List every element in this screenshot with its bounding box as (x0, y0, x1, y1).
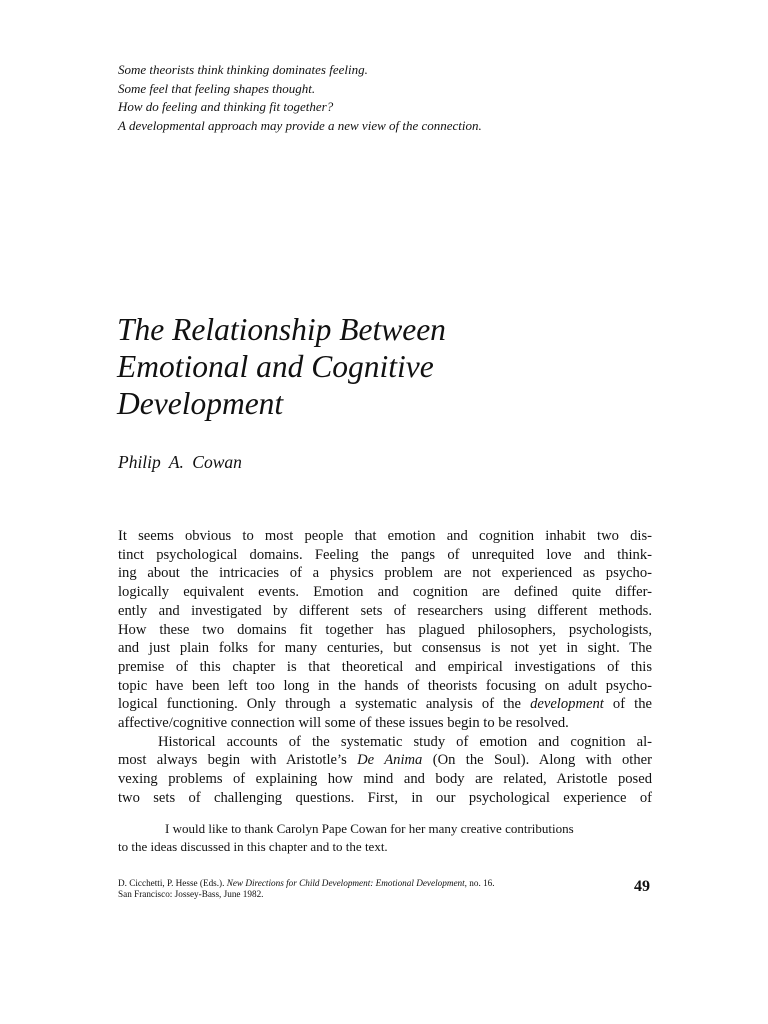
acknowledgment-footnote (118, 820, 654, 855)
body-text-run: (On the Soul). Along with other (422, 752, 652, 769)
paragraph (118, 527, 652, 733)
body-line: and just plain folks for many centuries, but consensus is not yet in sight. The (118, 640, 652, 657)
epigraph-line: Some feel that feeling shapes thought. (118, 80, 316, 96)
body-line: topic have been left too long in the hands of theorists focusing on adult psycho- (118, 677, 652, 694)
emphasis-development: development (530, 696, 604, 713)
body-line: two sets of challenging questions. First, in our psychological experience of (118, 789, 652, 806)
title-line: The Relationship Between (117, 312, 446, 347)
citation-line: San Francisco: Jossey-Bass, June 1982. (118, 889, 264, 899)
emphasis-de-anima: De Anima (357, 752, 423, 769)
body-line: affective/cognitive connection will some of these issues begin to be resolved. (118, 715, 569, 732)
chapter-title (117, 311, 677, 422)
body-line: How these two domains fit together has plagued philosophers, psychologists, (118, 621, 652, 638)
body-text (118, 527, 652, 808)
title-line: Development (117, 386, 284, 421)
footnote-line: I would like to thank Carolyn Pape Cowan for her many creative contributions (165, 821, 574, 836)
paragraph (118, 733, 652, 808)
body-line (118, 751, 652, 770)
body-text-run: logical functioning. Only through a systematic analysis of the (118, 696, 531, 713)
citation-line (118, 878, 495, 889)
body-line: tinct psychological domains. Feeling the pangs of unrequited love and think- (118, 546, 652, 563)
body-line: premise of this chapter is that theoretical and empirical investigations of this (118, 658, 652, 675)
author-name: Philip A. Cowan (118, 452, 242, 472)
body-line: logically equivalent events. Emotion and cognition are defined quite differ- (118, 584, 652, 601)
citation-run: D. Cicchetti, P. Hesse (Eds.). (118, 878, 227, 888)
body-line (118, 695, 652, 714)
page-number: 49 (634, 878, 650, 895)
title-line: Emotional and Cognitive (117, 349, 434, 384)
citation-run: no. 16. (466, 878, 495, 888)
body-line: vexing problems of explaining how mind and body are related, Aristotle posed (118, 771, 652, 788)
epigraph-line: How do feeling and thinking fit together? (118, 99, 334, 114)
source-citation (118, 878, 495, 900)
body-text-run: most always begin with Aristotle’s (118, 752, 358, 769)
body-line: It seems obvious to most people that emotion and cognition inhabit two dis- (118, 528, 652, 544)
footnote-line: to the ideas discussed in this chapter and to the text. (118, 838, 388, 854)
body-line: Historical accounts of the systematic study of emotion and cognition al- (158, 733, 652, 750)
citation-series-title: New Directions for Child Development: Emotional Development, (226, 878, 467, 888)
epigraph-line: A developmental approach may provide a new view of the connection. (118, 117, 482, 133)
body-text-run: of the (603, 696, 652, 713)
body-line: ing about the intricacies of a physics problem are not experienced as psycho- (118, 565, 652, 582)
epigraph (118, 61, 678, 135)
body-line: ently and investigated by different sets of researchers using different methods. (118, 602, 652, 619)
epigraph-line: Some theorists think thinking dominates feeling. (118, 62, 368, 77)
